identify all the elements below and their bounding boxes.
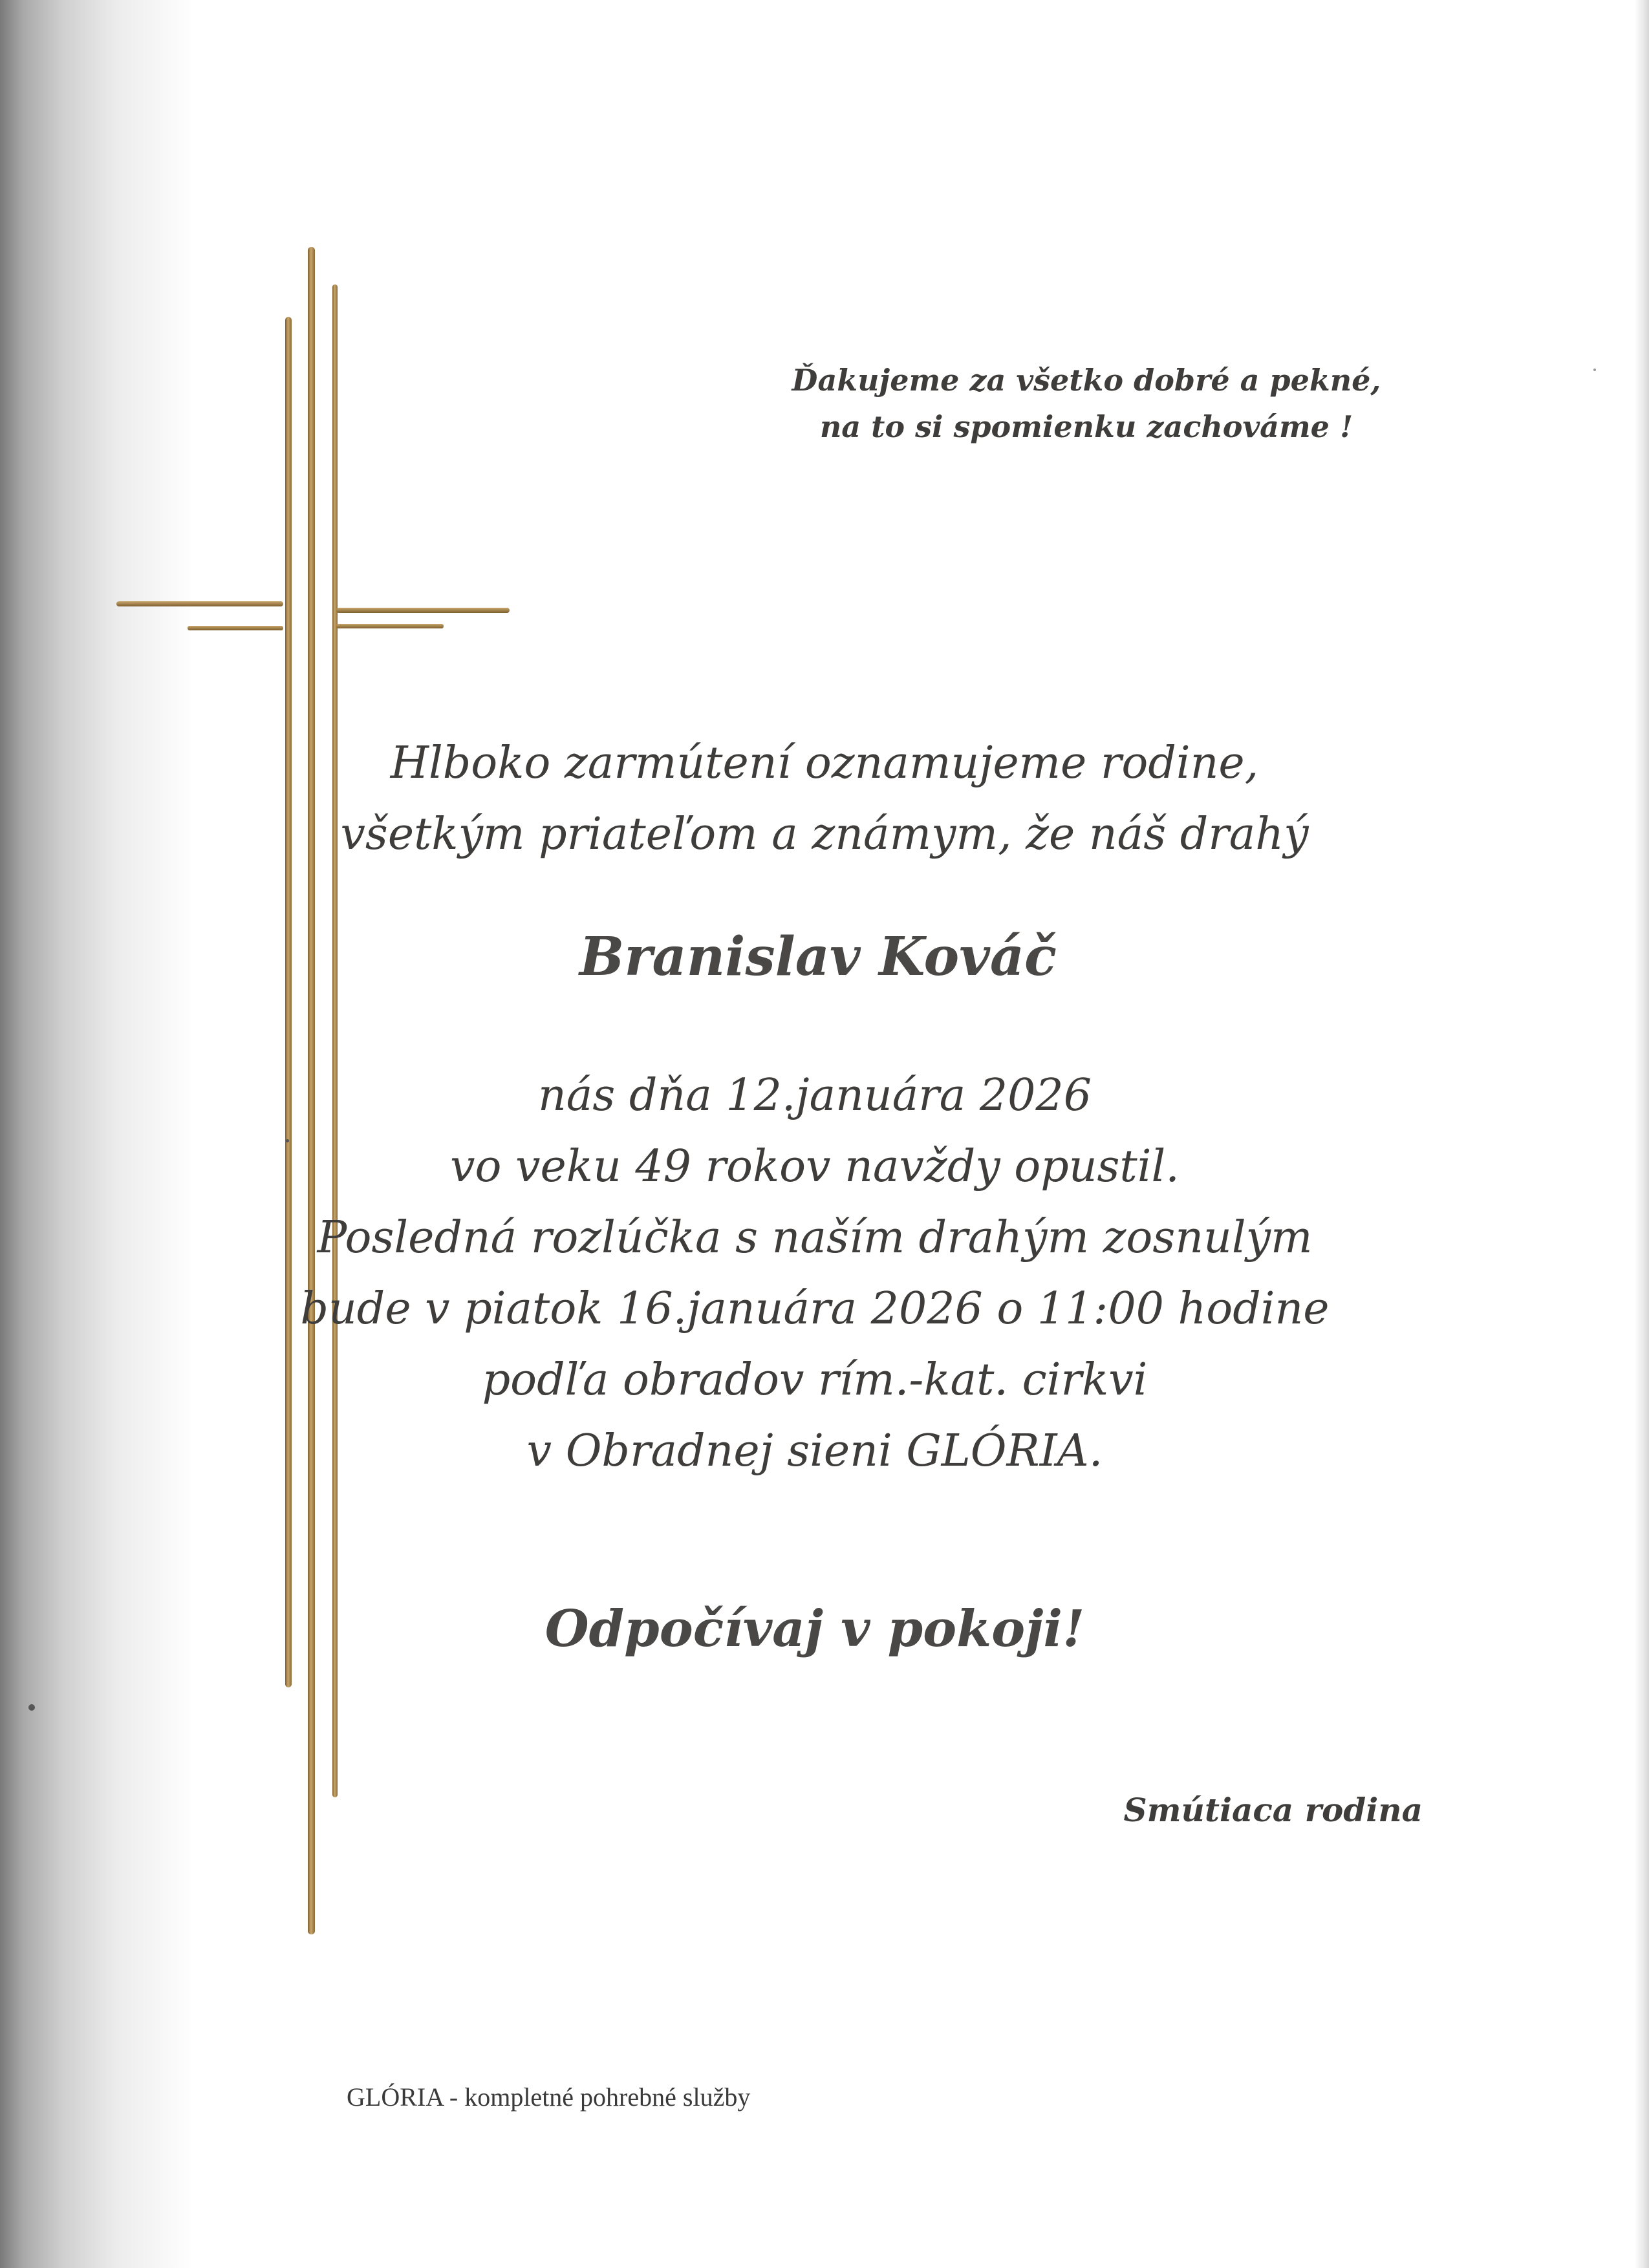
scan-speck (286, 1139, 289, 1142)
announcement-intro (0, 728, 1474, 870)
intro-line-2: všetkým priateľom a známym, že náš drahý (340, 809, 1309, 860)
cross-icon (0, 0, 582, 2004)
details-line-4: bude v piatok 16.januára 2026 o 11:00 hodine (300, 1283, 1330, 1334)
thanks-verse (0, 357, 1410, 450)
closing-phrase: Odpočívaj v pokoji! (544, 1599, 1085, 1658)
signature: Smútiaca rodina (1123, 1791, 1423, 1829)
thanks-line-2: na to si spomienku zachováme ! (819, 409, 1353, 444)
thanks-line-1: Ďakujeme za všetko dobré a pekné, (792, 363, 1381, 398)
scan-edge (1635, 0, 1649, 2268)
scan-speck (28, 1704, 35, 1711)
details-line-6: v Obradnej sieni GLÓRIA. (526, 1426, 1103, 1477)
details-line-3: Posledná rozlúčka s naším drahým zosnulým (317, 1212, 1313, 1263)
footer-company: GLÓRIA - kompletné pohrebné služby (347, 2082, 751, 2112)
deceased-name: Branislav Kováč (579, 926, 1057, 988)
details-line-2: vo veku 49 rokov navždy opustil. (450, 1141, 1180, 1192)
funeral-details (0, 1060, 1465, 1487)
intro-line-1: Hlboko zarmútení oznamujeme rodine, (390, 738, 1259, 789)
scan-speck (1593, 369, 1596, 371)
details-line-1: nás dňa 12.januára 2026 (538, 1070, 1092, 1121)
details-line-5: podľa obradov rím.-kat. cirkvi (482, 1354, 1148, 1406)
